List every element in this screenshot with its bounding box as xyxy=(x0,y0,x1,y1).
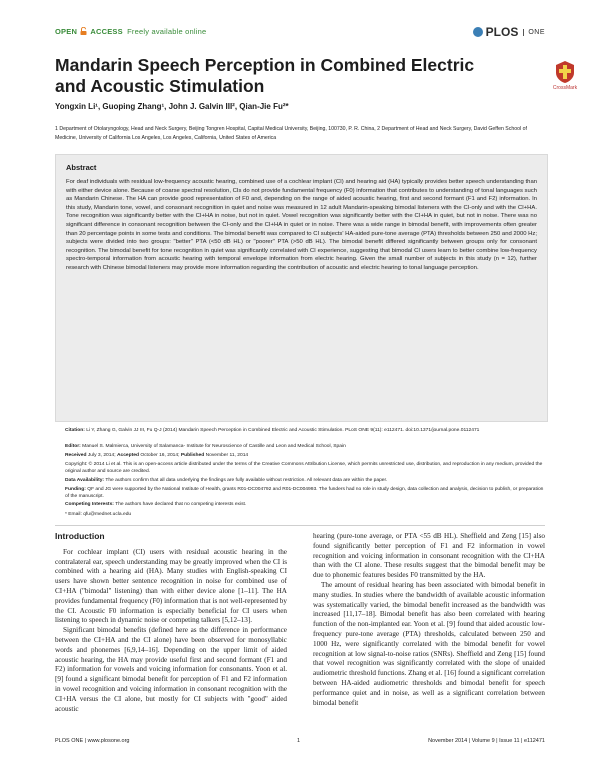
citation-label: Citation: xyxy=(65,428,85,433)
open-access-badge xyxy=(55,27,206,36)
editor-label: Editor: xyxy=(65,444,81,449)
published-label: Published xyxy=(180,453,205,458)
dates xyxy=(65,452,545,459)
paragraph: The amount of residual hearing has been associated with bimodal benefit in many studies. In studies where the bandwidth of available acoustic information was systematically varied, the bimodal benefit increased as the bandwidth was increased [11,17–18]. Bimodal benefit has also been correlated with hearing function of the non-implanted ear. Yoon et al. [9] found that aided acoustic low-frequency pure-tone average (PTA) thresholds, calculated between 250 and 1000 Hz, were significantly correlated with the bimodal benefit for vowel recognition at low signal-to-noise ratios (SNRs). Sheffield and Zeng [15] found that vowel recognition was significantly correlated with the slope of unaided audiometric threshold functions. Zhang et al. [16] found a significant correlation between HA-aided audiometric thresholds and bimodal benefit for speech performance quiet and in noise, as well as a significant correlation between bimodal benefit xyxy=(313,580,545,707)
open-lock-icon xyxy=(80,27,87,35)
journal-header xyxy=(55,25,545,41)
crossmark-badge[interactable] xyxy=(545,60,585,91)
funding-label: Funding: xyxy=(65,487,86,492)
access-text: ACCESS xyxy=(90,27,123,36)
data-availability xyxy=(65,477,545,484)
citation xyxy=(65,427,545,434)
abstract-heading: Abstract xyxy=(66,163,97,172)
competing-text: The authors have declared that no competing interests exist. xyxy=(115,502,247,507)
footer-journal: PLOS ONE | www.plosone.org xyxy=(55,738,130,744)
accepted-label: Accepted xyxy=(116,453,139,458)
divider xyxy=(55,525,545,526)
introduction-heading: Introduction xyxy=(55,531,105,541)
data-availability-label: Data Availability: xyxy=(65,478,105,483)
abstract-box xyxy=(55,154,548,422)
plos-one-logo xyxy=(473,25,545,39)
crossmark-label: CrossMark xyxy=(552,85,578,91)
email: * Email: qfu@mednet.ucla.edu xyxy=(65,512,132,517)
free-available-text: Freely available online xyxy=(127,27,207,36)
paragraph: Significant bimodal benefits (defined here as the difference in performance between the CI+HA and the CI alone) have been observed for monosyllabic words and phonemes [6,9,14–16]. Depending on the upper limit of aided acoustic hearing, the HA may provide useful first and second formant (F1 and F2) information for vowels and voicing information for consonants. Yoon et al. [9] found a significant bimodal benefit for perception of F1 and F2 information in vowel recognition and voicing information in consonant recognition with the CI+HA versus the CI alone, but mostly for CI subjects with "good" aided acoustic xyxy=(55,626,287,713)
affiliations: 1 Department of Otolaryngology, Head and Neck Surgery, Beijing Tongren Hospital, Capital Medical University, Beijing, 100730, P. R. China, 2 Department of Head and Neck Surgery, David Geffen School of Medicine, University of California Los Angeles, Los Angeles, California, United States of America xyxy=(55,126,527,141)
funding-text: QF and JG were supported by the National Institute of Health, grants R01-DC004792 and R01-DC004993. The funders had no role in study design, data collection and analysis, decision to publish, or preparation of the manuscript. xyxy=(65,487,544,500)
brand-name: PLOS xyxy=(485,25,519,39)
page-number: 1 xyxy=(297,738,301,744)
published-date: November 11, 2014 xyxy=(205,453,249,458)
accepted-date: October 16, 2014; xyxy=(140,453,180,458)
plos-circle-icon xyxy=(473,27,483,37)
left-column xyxy=(55,532,287,714)
author-list: Yongxin Li¹, Guoping Zhang¹, John J. Galvin III², Qian-Jie Fu²* xyxy=(55,102,289,111)
paragraph: For cochlear implant (CI) users with residual acoustic hearing in the contralateral ear, speech understanding may be greatly improved when the CI is combined with a hearing aid (HA). Many studies with English-speaking CI users have shown better sentence recognition in noise for combined use of CI+HA ("bimodal" listening) than with either device alone [1–11]. The HA provides fundamental frequency (F0) information that is not well-represented by the CI. Acoustic F0 information is especially beneficial for CI users when listening to speech in dynamic noise or competing talkers [5,12–13]. xyxy=(55,547,287,625)
article-title: Mandarin Speech Perception in Combined Electric and Acoustic Stimulation xyxy=(55,55,475,96)
copyright: Copyright: © 2014 Li et al. This is an open-access article distributed under the terms of the Creative Commons Attribution License, which permits unrestricted use, distribution, and reproduction in any medium, provided the original author and source are credited. xyxy=(65,462,543,475)
right-column xyxy=(313,532,545,708)
editor-text: Manuel S. Malmierca, University of Salamanca- Institute for Neuroscience of Castille and Leon and Medical School, Spain xyxy=(82,444,346,449)
abstract-text: For deaf individuals with residual low-frequency acoustic hearing, combined use of a cochlear implant (CI) and hearing aid (HA) typically provides better speech understanding than with either device alone. Because of coarse spectral resolution, CIs do not provide fundamental frequency (F0) information that contributes to understanding of tonal languages such as Mandarin Chinese. The HA can provide good representation of F0 and, depending on the range of aided acoustic hearing, first and second formant (F1 and F2) information. In this study, Mandarin tone, vowel, and consonant recognition in quiet and noise was measured in 12 adult Mandarin-speaking bimodal listeners with the CI-only and with the CI+HA. Tone recognition was significantly better with the CI+HA in noise, but not in quiet. Vowel recognition was significantly better with the CI+HA in quiet, but not in noise. There was no significant difference in consonant recognition between the CI-only and the CI+HA in quiet or in noise. There was a wide range in bimodal benefit, with improvements often greater than 20 percentage points in some tests and conditions. The bimodal benefit was compared to CI subjects' HA-aided pure-tone average (PTA) thresholds between 250 and 2000 Hz; subjects were divided into two groups: "better" PTA (<50 dB HL) or "poorer" PTA (>50 dB HL). The bimodal benefit differed significantly between groups only for consonant recognition. The bimodal benefit for tone recognition in quiet was significantly correlated with CI experience, suggesting that bimodal CI users learn to better combine low-frequency spectro-temporal information from acoustic hearing with temporal envelope information from electric hearing. Given the small number of subjects in this study (n = 12), further research with Chinese bimodal listeners may provide more information regarding the contribution of acoustic and electric hearing to tonal language perception. xyxy=(66,179,537,271)
paragraph: hearing (pure-tone average, or PTA <55 dB HL). Sheffield and Zeng [15] also found significantly better perception of F1 and F2 information in vowel recognition and voicing information in consonant recognition with the CI+HA than with the CI alone. These results suggest that the bimodal benefit may be due to phonemic features besides F0 transmitted by the HA. xyxy=(313,532,545,580)
editor xyxy=(65,443,545,450)
open-access-text: OPEN xyxy=(55,27,78,36)
received-date: July 3, 2014; xyxy=(87,453,116,458)
brand-sub: ONE xyxy=(523,29,545,36)
competing-interests xyxy=(65,501,545,508)
funding xyxy=(65,486,545,501)
footer-issue: November 2014 | Volume 9 | Issue 11 | e112471 xyxy=(428,738,545,744)
received-label: Received xyxy=(65,453,87,458)
citation-text: Li Y, Zhang G, Galvin JJ III, Fu Q-J (2014) Mandarin Speech Perception in Combined Electric and Acoustic Stimulation. PLoS ONE 9(11): e112471. doi:10.1371/journal.pone.0112471 xyxy=(86,428,480,433)
data-availability-text: The authors confirm that all data underlying the findings are fully available without restriction. All relevant data are within the paper. xyxy=(105,478,388,483)
competing-label: Competing Interests: xyxy=(65,502,114,507)
crossmark-icon xyxy=(554,60,576,84)
